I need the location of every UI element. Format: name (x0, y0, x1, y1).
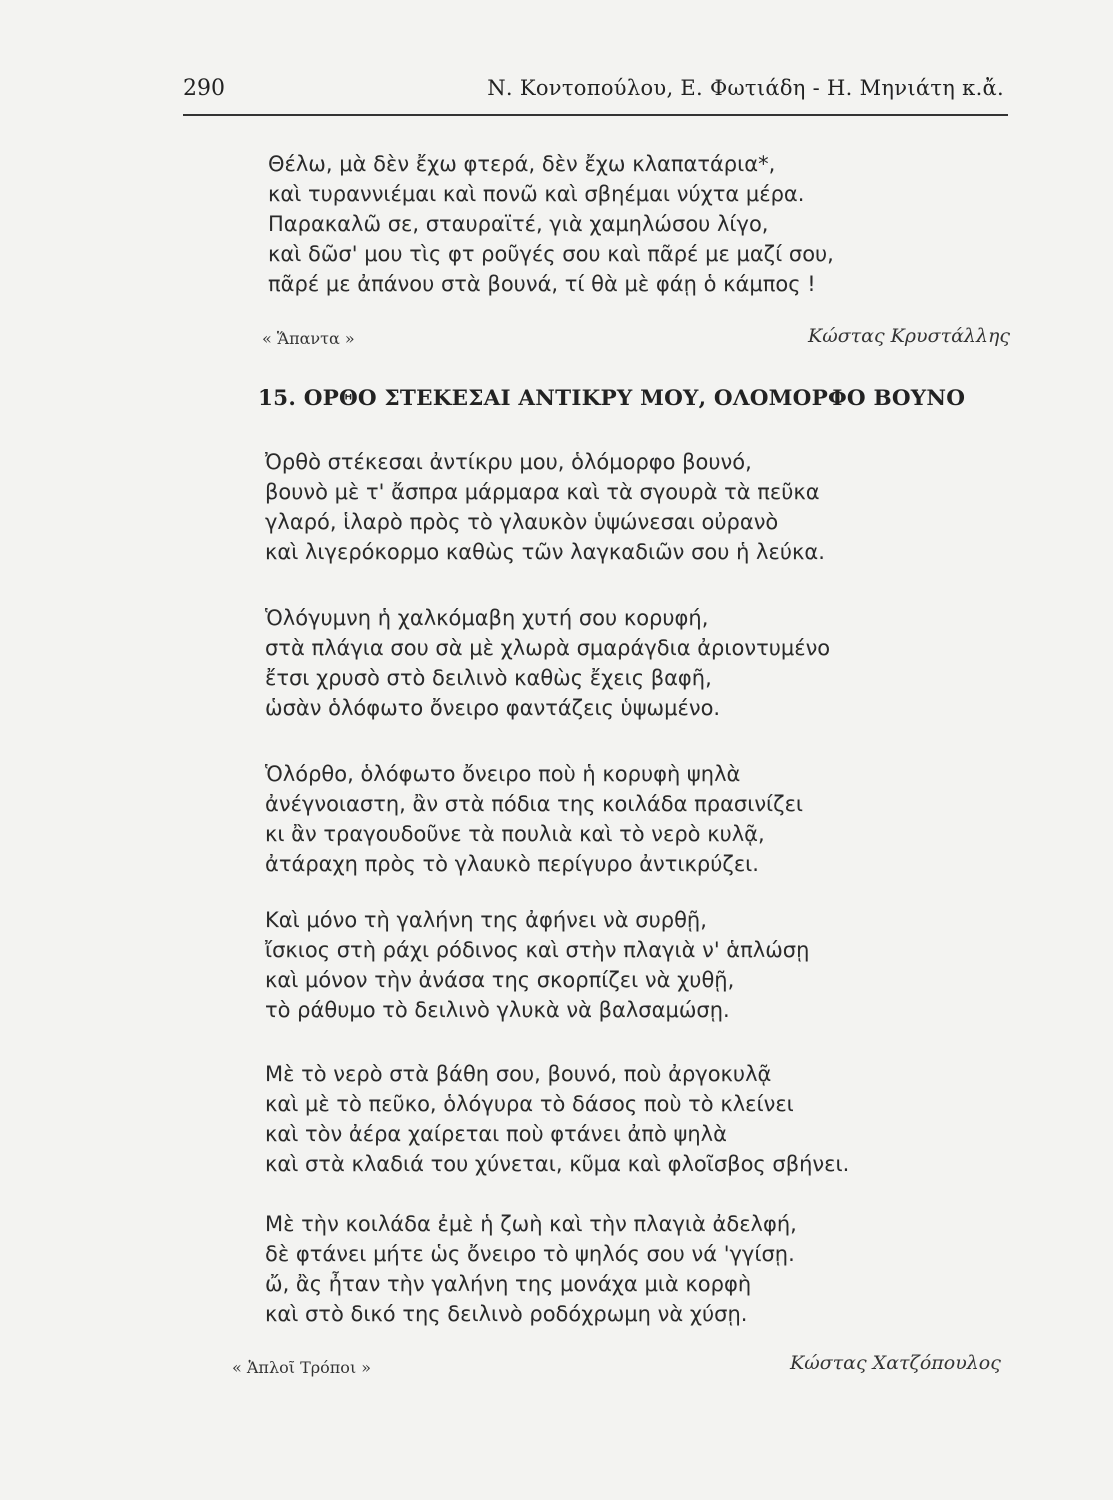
poem-1-source: « Ἅπαντα » (262, 329, 355, 348)
header-rule (183, 114, 1008, 116)
poem-line: καὶ τὸν ἀέρα χαίρεται ποὺ φτάνει ἀπὸ ψηλὰ (265, 1122, 727, 1146)
poem-line: καὶ τυραννιέμαι καὶ πονῶ καὶ σβηέμαι νύχτα μέρα. (268, 182, 805, 206)
poem-line: καὶ μὲ τὸ πεῦκο, ὁλόγυρα τὸ δάσος ποὺ τὸ κλείνει (265, 1092, 794, 1116)
poem-1 (268, 149, 988, 299)
poem-2-stanza-4 (265, 905, 985, 1025)
poem-2-stanza-1 (265, 447, 985, 567)
poem-line: κι ἂν τραγουδοῦνε τὰ πουλιὰ καὶ τὸ νερὸ κυλᾷ, (265, 822, 765, 846)
poem-2-source: « Ἁπλοῖ Τρόποι » (232, 1358, 372, 1377)
poem-line: καὶ μόνον τὴν ἀνάσα της σκορπίζει νὰ χυθῇ, (265, 968, 735, 992)
poem-line: Μὲ τὴν κοιλάδα ἐμὲ ἡ ζωὴ καὶ τὴν πλαγιὰ ἀδελφή, (265, 1212, 797, 1236)
poem-line: ἀτάραχη πρὸς τὸ γλαυκὸ περίγυρο ἀντικρύζει. (265, 852, 759, 876)
poem-line: ἀνέγνοιαστη, ἂν στὰ πόδια της κοιλάδα πρασινίζει (265, 792, 804, 816)
poem-line: ὡσὰν ὁλόφωτο ὄνειρο φαντάζεις ὑψωμένο. (265, 696, 721, 720)
poem-line: στὰ πλάγια σου σὰ μὲ χλωρὰ σμαράγδια ἀριοντυμένο (265, 636, 831, 660)
poem-1-author: Κώστας Κρυστάλλης (808, 325, 1011, 347)
poem-line: Παρακαλῶ σε, σταυραϊτέ, γιὰ χαμηλώσου λίγο, (268, 212, 769, 236)
poem-line: ὤ, ἂς ἦταν τὴν γαλήνη της μονάχα μιὰ κορφὴ (265, 1272, 752, 1296)
poem-line: ἔτσι χρυσὸ στὸ δειλινὸ καθὼς ἔχεις βαφῆ, (265, 666, 712, 690)
poem-2-stanza-2 (265, 603, 985, 723)
poem-line: Ὁλόρθο, ὁλόφωτο ὄνειρο ποὺ ἡ κορυφὴ ψηλὰ (265, 762, 741, 786)
poem-line: βουνὸ μὲ τ' ἄσπρα μάρμαρα καὶ τὰ σγουρὰ τὰ πεῦκα (265, 480, 820, 504)
poem-line: καὶ στὰ κλαδιά του χύνεται, κῦμα καὶ φλοῖσβος σβήνει. (265, 1152, 850, 1176)
poem-line: καὶ δῶσ' μου τὶς φτ ροῦγές σου καὶ πᾶρέ με μαζί σου, (268, 242, 834, 266)
poem-line: Ὀρθὸ στέκεσαι ἀντίκρυ μου, ὁλόμορφο βουνό, (265, 450, 752, 474)
poem-line: Ὁλόγυμνη ἡ χαλκόμαβη χυτή σου κορυφή, (265, 606, 709, 630)
poem-2-stanza-5 (265, 1059, 985, 1179)
poem-2-stanza-6 (265, 1209, 985, 1329)
poem-line: ἴσκιος στὴ ράχι ρόδινος καὶ στὴν πλαγιὰ ν' ἁπλώσῃ (265, 938, 810, 962)
page-number: 290 (183, 76, 225, 101)
poem-line: Καὶ μόνο τὴ γαλήνη της ἀφήνει νὰ συρθῇ, (265, 908, 707, 932)
poem-line: γλαρό, ἱλαρὸ πρὸς τὸ γλαυκὸν ὑψώνεσαι οὐρανὸ (265, 510, 779, 534)
poem-line: τὸ ράθυμο τὸ δειλινὸ γλυκὰ νὰ βαλσαμώσῃ. (265, 998, 730, 1022)
running-head: Ν. Κοντοπούλου, Ε. Φωτιάδη - Η. Μηνιάτη κ.ἄ. (487, 76, 1004, 100)
page-header (183, 76, 1008, 112)
poem-2-stanza-3 (265, 759, 985, 879)
poem-line: πᾶρέ με ἀπάνου στὰ βουνά, τί θὰ μὲ φάῃ ὁ κάμπος ! (268, 272, 816, 296)
poem-line: καὶ στὸ δικό της δειλινὸ ροδόχρωμη νὰ χύσῃ. (265, 1302, 748, 1326)
poem-line: Μὲ τὸ νερὸ στὰ βάθη σου, βουνό, ποὺ ἀργοκυλᾷ (265, 1062, 772, 1086)
poem-line: Θέλω, μὰ δὲν ἔχω φτερά, δὲν ἔχω κλαπατάρια*, (268, 152, 776, 176)
poem-line: δὲ φτάνει μήτε ὡς ὄνειρο τὸ ψηλός σου νά 'γγίσῃ. (265, 1242, 795, 1266)
poem-line: καὶ λιγερόκορμο καθὼς τῶν λαγκαδιῶν σου ἡ λεύκα. (265, 540, 825, 564)
poem-2-author: Κώστας Χατζόπουλος (790, 1352, 1001, 1374)
section-heading: 15. ΟΡΘΟ ΣΤΕΚΕΣΑΙ ΑΝΤΙΚΡΥ ΜΟΥ, ΟΛΟΜΟΡΦΟ ΒΟΥΝΟ (258, 386, 966, 411)
